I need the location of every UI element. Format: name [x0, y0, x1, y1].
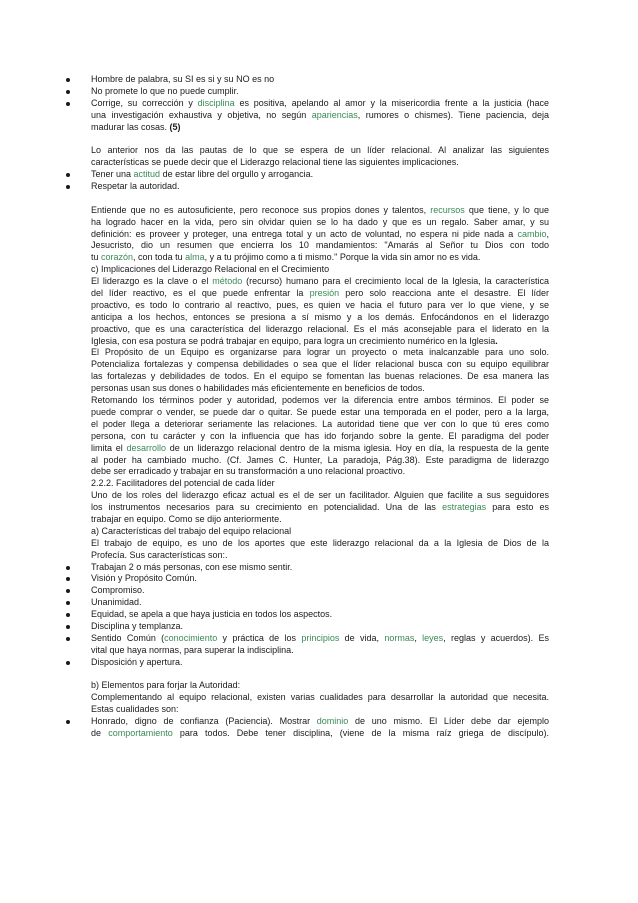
text-run: Lo anterior nos da las pautas de lo que se espera de un líder relacional. Al analizar las siguientes [91, 145, 549, 156]
keyword-link[interactable]: método [212, 276, 243, 287]
text-line [91, 455, 549, 467]
text-run: Disposición y apertura. [91, 656, 183, 667]
bullet-item [91, 621, 549, 633]
text-run: Equidad, se apela a que haya justicia en todos los aspectos. [91, 609, 333, 620]
paragraph-gap [91, 193, 549, 205]
bullet-item [91, 573, 549, 585]
text-run: Disciplina y templanza. [91, 620, 184, 631]
text-run: las fortalezas y debilidades de todos. En el equipo se fomentan las buenas relaciones. De esa manera las [91, 371, 549, 382]
bullet-icon [66, 589, 70, 593]
bullet-icon [66, 173, 70, 177]
bullet-item [91, 597, 549, 609]
text-line [91, 419, 549, 431]
text-run: Trabajan 2 o más personas, con ese mismo sentir. [91, 561, 293, 572]
text-run: , con toda tu [133, 252, 186, 263]
text-run: pero solo reacciona ante el desastre. El líder [339, 288, 549, 299]
text-line [91, 359, 549, 371]
text-run: tu [91, 252, 102, 263]
bullet-icon [66, 185, 70, 189]
text-line [91, 347, 549, 359]
text-line [91, 704, 549, 716]
text-run: Estas cualidades son: [91, 704, 179, 715]
bullet-icon [66, 720, 70, 724]
text-line [91, 395, 549, 407]
text-run: Sentido Común ( [91, 632, 165, 643]
text-line [91, 98, 549, 110]
text-line [91, 550, 549, 562]
text-run: vital que haya normas, para superar la indisciplina. [91, 644, 294, 655]
text-run: limita el [91, 442, 127, 453]
keyword-link[interactable]: leyes [422, 632, 444, 643]
text-run: persona, con tu carácter y con la influencia que has ido forjando sobre la gente. El paradigma del poder [91, 430, 549, 441]
text-line [91, 716, 549, 728]
text-run: Entiende que no es autosuficiente, pero reconoce sus propios dones y talentos, [91, 204, 431, 215]
text-run: Visión y Propósito Común. [91, 573, 197, 584]
text-run: Hombre de palabra, su SI es si y su NO es no [91, 74, 275, 84]
text-line [91, 336, 549, 348]
text-run: Corrige, su corrección y [91, 97, 198, 108]
text-line [91, 324, 549, 336]
bullet-icon [66, 577, 70, 581]
bullet-item [91, 585, 549, 597]
text-line [91, 538, 549, 550]
text-run: debe ser erradicado y trabajar en su transformación a uno relacional proactivo. [91, 466, 406, 477]
text-line [91, 478, 549, 490]
text-line [91, 312, 549, 324]
text-run: ha logrado hacer en la vida, pero sin olvidar quien se lo ha dado y que es un regalo. Saber amar, y su [91, 216, 549, 227]
text-run: Iglesia, con esa postura se podrá trabajar en equipo, para logra un crecimiento numérico en la Iglesia [91, 335, 496, 346]
keyword-link[interactable]: normas [384, 632, 415, 643]
text-line [91, 229, 549, 241]
text-line [91, 609, 549, 621]
text-line [91, 692, 549, 704]
keyword-link[interactable]: alma [185, 252, 205, 263]
text-line [91, 597, 549, 609]
bullet-item [91, 657, 549, 669]
keyword-link[interactable]: presión [309, 288, 340, 299]
text-line [91, 217, 549, 229]
text-run: Profecía. Sus características son:. [91, 549, 228, 560]
text-run: los instrumentos necesarios para su crecimiento en potencialidad. Una de las [91, 502, 443, 513]
text-line [91, 573, 549, 585]
bullet-icon [66, 90, 70, 94]
text-run: , [414, 632, 423, 643]
bold-text: . [495, 335, 498, 346]
bullet-item [91, 716, 549, 740]
text-run: c) Implicaciones del Liderazgo Relacional en el Crecimiento [91, 264, 330, 275]
text-run: definición: es proveer y proteger, una entrega total y un acto de voluntad, no espera ni pide nada a [91, 228, 518, 239]
text-run: Compromiso. [91, 585, 145, 596]
text-line [91, 300, 549, 312]
text-run: de vida, [339, 632, 385, 643]
paragraph [91, 145, 549, 169]
text-run: del líder reactivo, es el que puede enfrentar la [91, 288, 310, 299]
text-run: Tener una [91, 169, 134, 180]
text-run: puede comprar o vender, se puede dar o quitar. Se puede estar una temporada en el poder, pero a la larga, [91, 406, 549, 417]
bullet-item [91, 169, 549, 181]
text-line [91, 443, 549, 455]
text-run: Complementando al equipo relacional, existen varias cualidades para desarrollar la autoridad que necesita. [91, 692, 549, 703]
text-run: personas usan sus dones o habilidades más eficientemente en beneficios de todos. [91, 383, 425, 394]
text-run: y práctica de los [217, 632, 302, 643]
text-line [91, 264, 549, 276]
keyword-link[interactable]: comportamiento [108, 727, 173, 738]
bullet-icon [66, 566, 70, 570]
text-line [91, 585, 549, 597]
text-line [91, 240, 549, 252]
text-run: una investigación exhaustiva y objetiva, no según [91, 109, 312, 120]
text-run: características se puede decir que el Liderazgo relacional tiene las siguientes implicaciones. [91, 157, 459, 168]
text-run: El liderazgo es la clave o el [91, 276, 213, 287]
text-run: , rumores o chismes). Tiene paciencia, deja [357, 109, 549, 120]
text-run: b) Elementos para forjar la Autoridad: [91, 680, 241, 691]
text-run: de estar libre del orgullo y arrogancia. [160, 169, 314, 180]
keyword-link[interactable]: dominio [316, 716, 349, 727]
text-run: El trabajo de equipo, es uno de los aportes que este liderazgo relacional da a la Iglesia de Dios de la [91, 537, 549, 548]
text-run: proactivo, que es una característica del liderazgo relacional. Es el más aconsejable para el liderato en la [91, 323, 549, 334]
text-run: el poder llega a deteriorar seriamente las relaciones. La autoridad tiene que ver con lo que tú eres como [91, 418, 549, 429]
keyword-link[interactable]: estrategias [442, 502, 487, 513]
text-run: anticipa a los hechos, entonces se presiona a sí mismo y a los demás. Enfocándonos en el liderazgo [91, 311, 549, 322]
text-run: a) Características del trabajo del equipo relacional [91, 525, 292, 536]
text-line [91, 431, 549, 443]
text-line [91, 514, 549, 526]
paragraph [91, 205, 549, 562]
text-line [91, 502, 549, 514]
text-run: Retomando los términos poder y autoridad, podemos ver la diferencia entre ambos términos. El poder se [91, 395, 549, 406]
bullet-item [91, 98, 549, 134]
text-run: es positiva, apelando al amor y la misericordia frente a la justicia (hace [234, 97, 549, 108]
text-line [91, 562, 549, 574]
bold-text: (5) [169, 121, 181, 132]
text-run: , reglas y acuerdos). Es [443, 632, 549, 643]
bullet-icon [66, 601, 70, 605]
text-run: que tiene, y lo que [464, 204, 550, 215]
bullet-item [91, 633, 549, 657]
keyword-link[interactable]: principios [301, 632, 340, 643]
text-run: (recurso) humano para el crecimiento local de la Iglesia, la característica [242, 276, 549, 287]
bullet-item [91, 74, 549, 86]
bullet-item [91, 562, 549, 574]
bullet-icon [66, 102, 70, 106]
bullet-item [91, 609, 549, 621]
text-line [91, 110, 549, 122]
text-run: proactivo, es todo lo contrario al reactivo, pues, es quien ve hacia el futuro para ver lo que viene, y se [91, 299, 549, 310]
text-line [91, 621, 549, 633]
text-run: , [546, 228, 549, 239]
text-run: No promete lo que no puede cumplir. [91, 85, 239, 96]
text-line [91, 633, 549, 645]
text-line [91, 205, 549, 217]
text-run: Uno de los roles del liderazgo eficaz actual es el de ser un facilitador. Alguien que facilite a sus seguidores [91, 490, 549, 501]
bullet-icon [66, 613, 70, 617]
text-line [91, 645, 549, 657]
text-line [91, 145, 549, 157]
paragraph-gap [91, 669, 549, 681]
text-run: madurar las cosas. [91, 121, 170, 132]
text-line [91, 122, 549, 134]
text-run: Honrado, digno de confianza (Paciencia). Mostrar [91, 716, 317, 727]
text-run: trabajar en equipo. Como se dijo anteriormente. [91, 513, 282, 524]
text-line [91, 157, 549, 169]
text-run: para esto es [486, 502, 550, 513]
text-line [91, 407, 549, 419]
text-run: para todos. Debe tener disciplina, (viene de la misma raíz griega de discípulo). [172, 727, 550, 738]
text-run: Unanimidad. [91, 597, 142, 608]
text-line [91, 181, 549, 193]
keyword-link[interactable]: cambio [517, 228, 547, 239]
text-line [91, 466, 549, 478]
bullet-icon [66, 661, 70, 665]
text-run: , y a tu prójimo como a ti mismo." Porque la vida sin amor no es vida. [204, 252, 481, 263]
text-run: de un liderazgo relacional dentro de la misma iglesia. Hoy en día, la respuesta de la gente [166, 442, 550, 453]
text-run: de uno mismo. El Líder debe dar ejemplo [348, 716, 550, 727]
text-run: de [91, 727, 109, 738]
keyword-link[interactable]: corazón [101, 252, 134, 263]
text-run: Potencializa fortalezas y compensa debilidades o sea que el líder relacional busca con su equipo equilibrar [91, 359, 549, 370]
text-line [91, 490, 549, 502]
text-line [91, 657, 549, 669]
paragraph [91, 680, 549, 716]
text-line [91, 74, 549, 86]
text-run: Jesucristo, dio un resumen que encierra los 10 mandamientos: "Amarás al Señor tu Dios con todo [91, 240, 549, 251]
text-line [91, 276, 549, 288]
text-run: al poder ha cambiado mucho. (Cf. James C. Hunter, La paradoja, Pág.38). Este paradigma de liderazgo [91, 454, 549, 465]
bullet-item [91, 181, 549, 193]
text-line [91, 86, 549, 98]
bullet-icon [66, 637, 70, 641]
text-line [91, 680, 549, 692]
text-line [91, 383, 549, 395]
text-run: Respetar la autoridad. [91, 181, 180, 192]
keyword-link[interactable]: desarrollo [126, 442, 167, 453]
keyword-link[interactable]: actitud [133, 169, 161, 180]
bullet-icon [66, 625, 70, 629]
text-run: El Propósito de un Equipo es organizarse para lograr un proyecto o meta inalcanzable para uno solo. [91, 347, 549, 358]
keyword-link[interactable]: conocimiento [164, 632, 218, 643]
text-run: 2.2.2. Facilitadores del potencial de cada líder [91, 478, 275, 489]
document-body [91, 74, 549, 740]
text-line [91, 169, 549, 181]
paragraph-gap [91, 133, 549, 145]
text-line [91, 728, 549, 740]
text-line [91, 526, 549, 538]
bullet-item [91, 86, 549, 98]
text-line [91, 252, 549, 264]
keyword-link[interactable]: apariencias [311, 109, 358, 120]
text-line [91, 288, 549, 300]
keyword-link[interactable]: disciplina [197, 97, 235, 108]
bullet-icon [66, 78, 70, 82]
text-line [91, 371, 549, 383]
keyword-link[interactable]: recursos [430, 204, 465, 215]
